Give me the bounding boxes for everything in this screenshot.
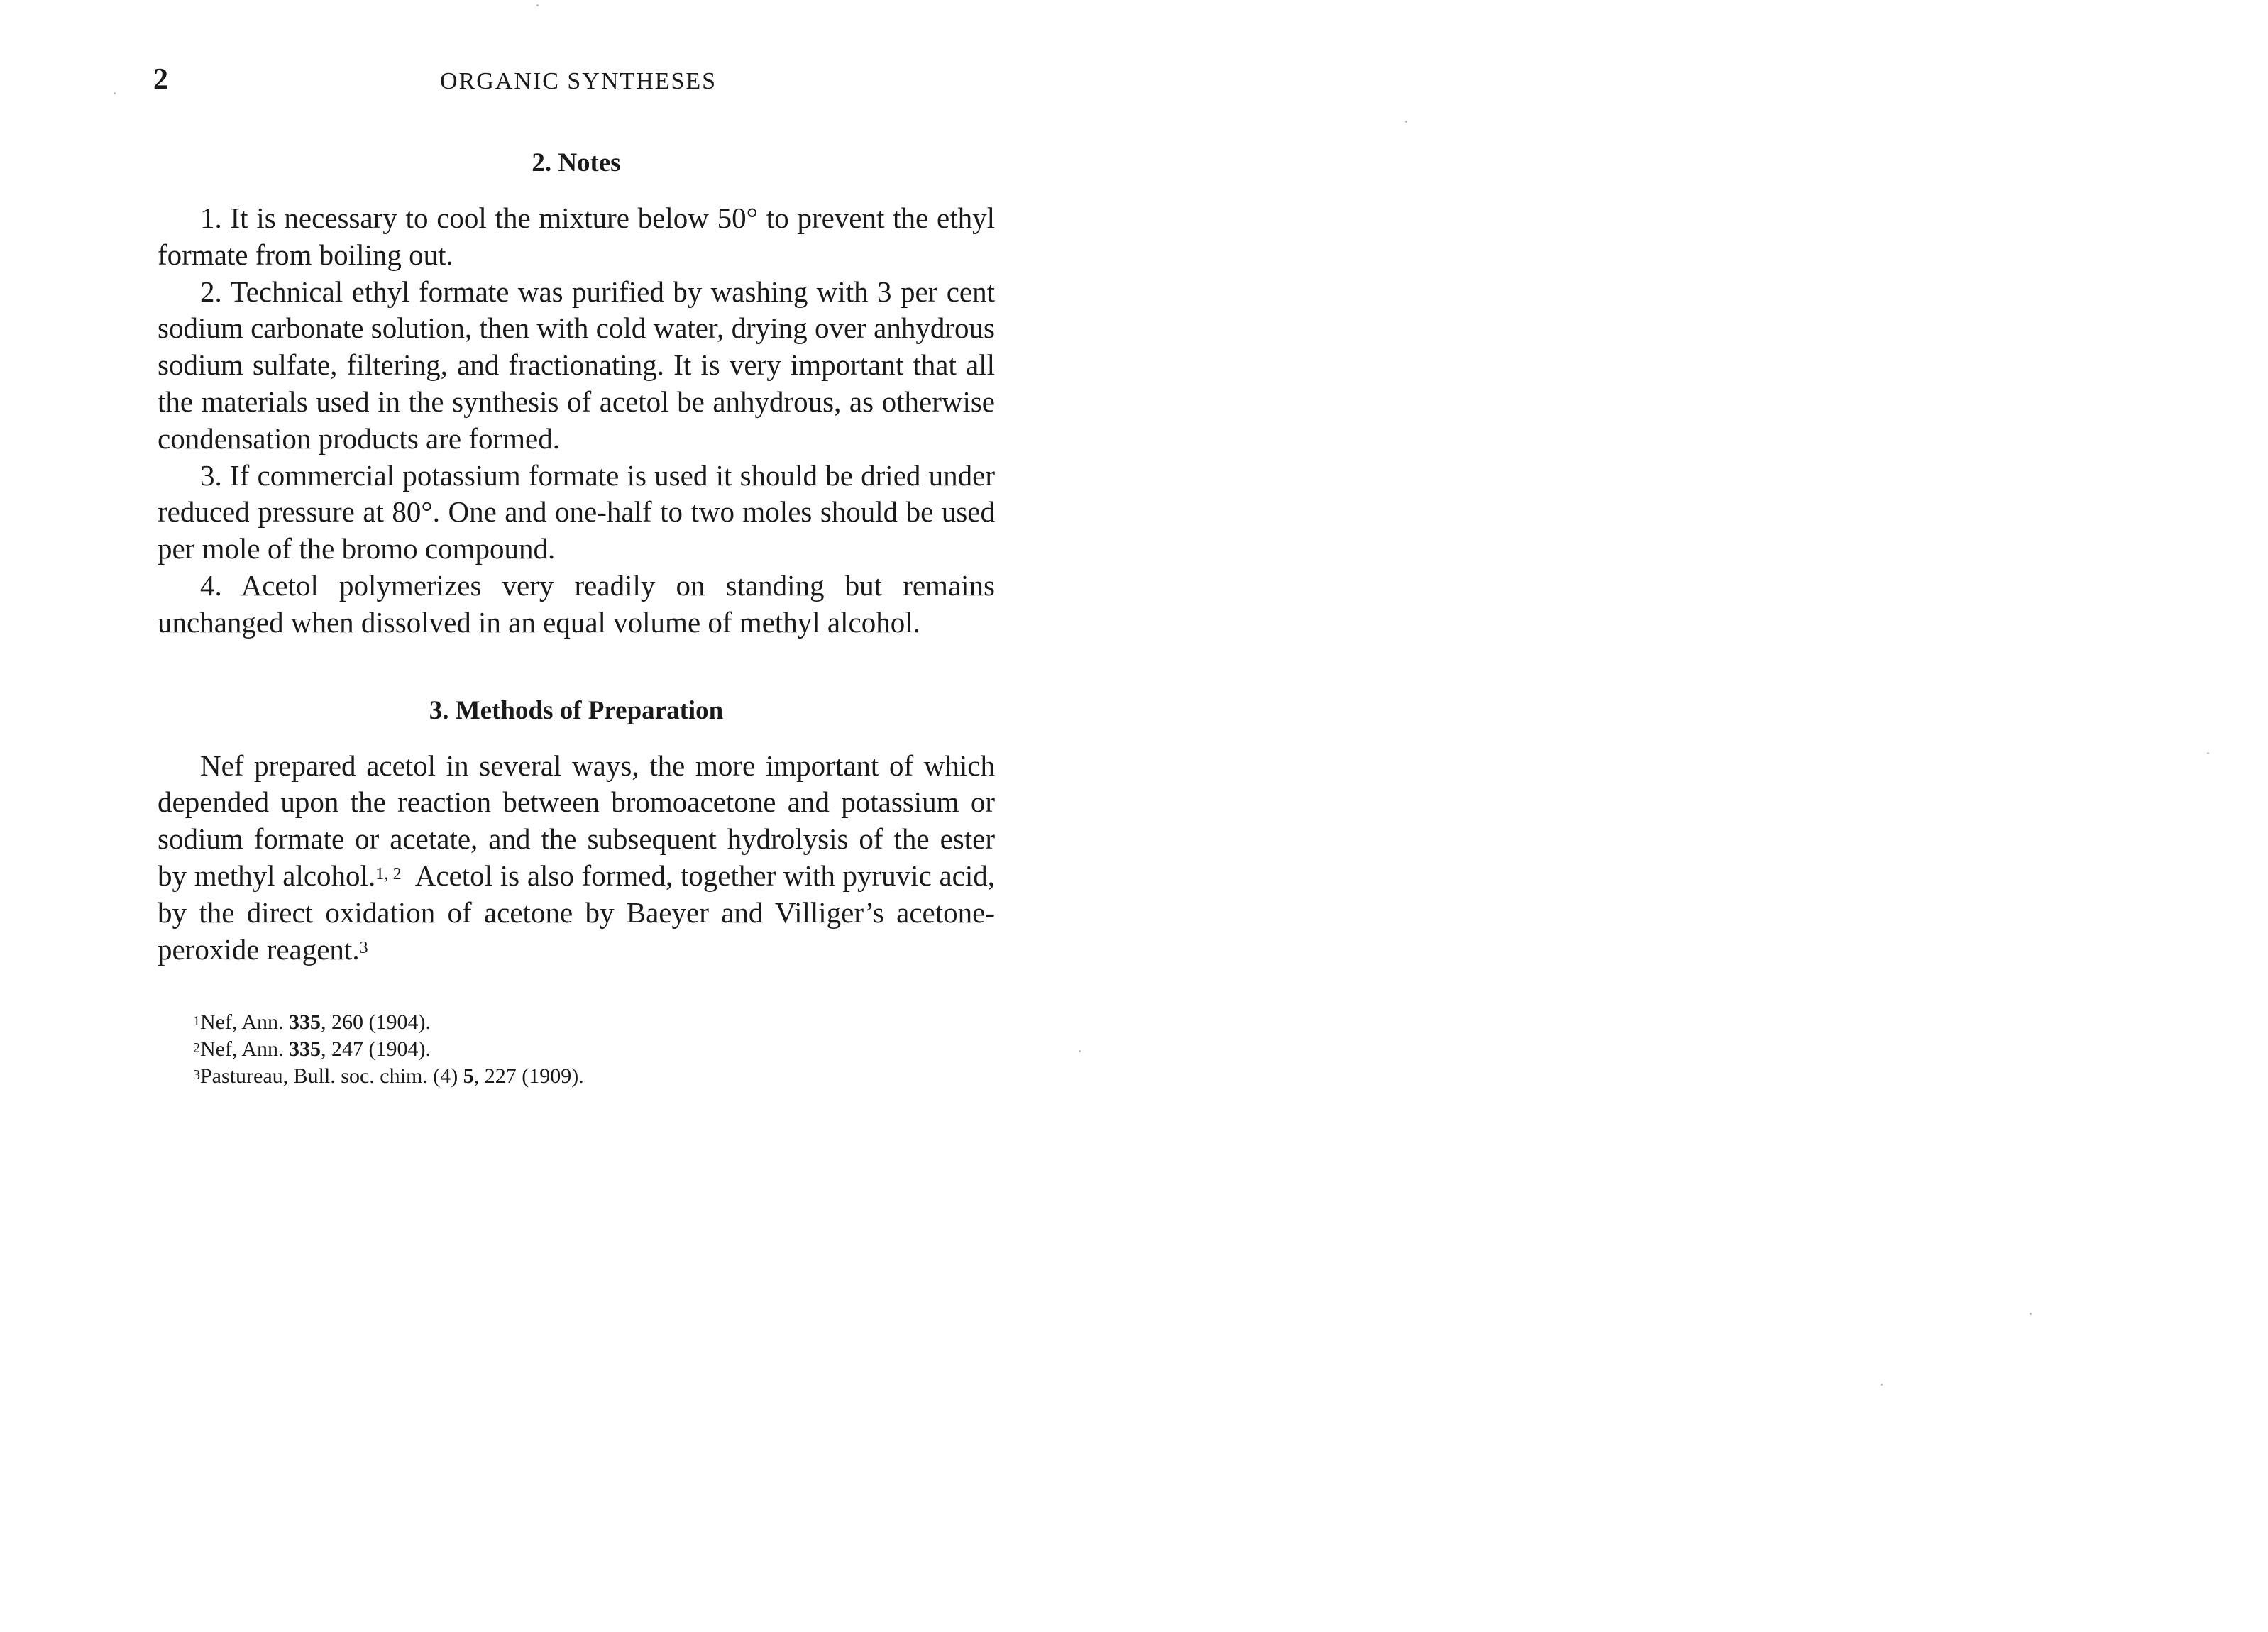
notes-heading: 2. Notes <box>532 148 621 177</box>
footnote-1 <box>193 1009 995 1036</box>
footnote-volume: 5 <box>463 1064 474 1088</box>
note-item-1 <box>158 200 995 274</box>
note-number: 4. <box>200 568 222 602</box>
footnote-volume: 335 <box>288 1010 321 1035</box>
citation-ref-3: 3 <box>359 938 368 957</box>
methods-heading: 3. Methods of Preparation <box>429 695 724 725</box>
methods-paragraph <box>158 748 1003 969</box>
footnote-volume: 335 <box>288 1037 321 1062</box>
footnote-text: , 247 (1904). <box>320 1037 431 1062</box>
scan-speck <box>114 92 116 94</box>
footnote-text: , 260 (1904). <box>320 1010 431 1035</box>
footnote-text: Nef, Ann. <box>200 1037 289 1062</box>
running-head: ORGANIC SYNTHESES <box>440 68 717 94</box>
footnote-2 <box>193 1036 995 1063</box>
footnotes <box>158 1009 995 1090</box>
footnote-3 <box>193 1063 995 1090</box>
text-column <box>158 142 1003 1090</box>
page-number: 2 <box>153 63 168 96</box>
footnote-marker: 2 <box>193 1040 200 1057</box>
methods-text-part2: Acetol is also formed, together with pyruvic acid, by the direct oxidation of acetone by Baeyer and Villiger’s acetone-peroxide reagent. <box>158 859 1003 966</box>
note-number: 1. <box>200 202 222 234</box>
scan-speck <box>2030 1313 2032 1315</box>
footnote-text: Pastureau, Bull. soc. chim. (4) <box>200 1064 463 1088</box>
note-number: 3. <box>200 458 222 492</box>
scan-speck <box>2207 752 2209 754</box>
note-text: Technical ethyl formate was purified by washing with 3 per cent sodium carbonate solution, then with cold water, drying over anhydrous sodium sulfate, filtering, and fractionating. It is very important that all the materials used in the synthesis of acetol be anhydrous, as otherwise condensation products are formed. <box>158 275 995 455</box>
citation-ref-1-2: 1, 2 <box>375 864 402 883</box>
note-item-2 <box>158 274 995 458</box>
note-text: It is necessary to cool the mixture below 50° to prevent the ethyl formate from boiling out. <box>158 202 995 271</box>
footnote-marker: 1 <box>193 1013 200 1030</box>
scan-speck <box>1881 1384 1883 1386</box>
scan-speck <box>1079 1050 1081 1052</box>
footnote-marker: 3 <box>193 1067 200 1084</box>
note-item-3 <box>158 458 995 568</box>
note-item-4 <box>158 568 995 641</box>
footnote-text: , 227 (1909). <box>473 1064 584 1088</box>
scan-speck <box>536 4 539 6</box>
note-text: Acetol polymerizes very readily on standing but remains unchanged when dissolved in an equal volume of methyl alcohol. <box>158 568 995 639</box>
note-number: 2. <box>200 275 222 308</box>
note-text: If commercial potassium formate is used it should be dried under reduced pressure at 80°. One and one-half to two moles should be used per mole of the bromo compound. <box>158 458 995 566</box>
scan-speck <box>1405 121 1407 123</box>
footnote-text: Nef, Ann. <box>200 1010 289 1035</box>
methods-text-part1: Nef prepared acetol in several ways, the more important of which depended upon the reaction between bromoacetone and potassium or sodium formate or acetate, and the subsequent hydrolysis of the ester by methyl alcohol. <box>158 749 995 892</box>
